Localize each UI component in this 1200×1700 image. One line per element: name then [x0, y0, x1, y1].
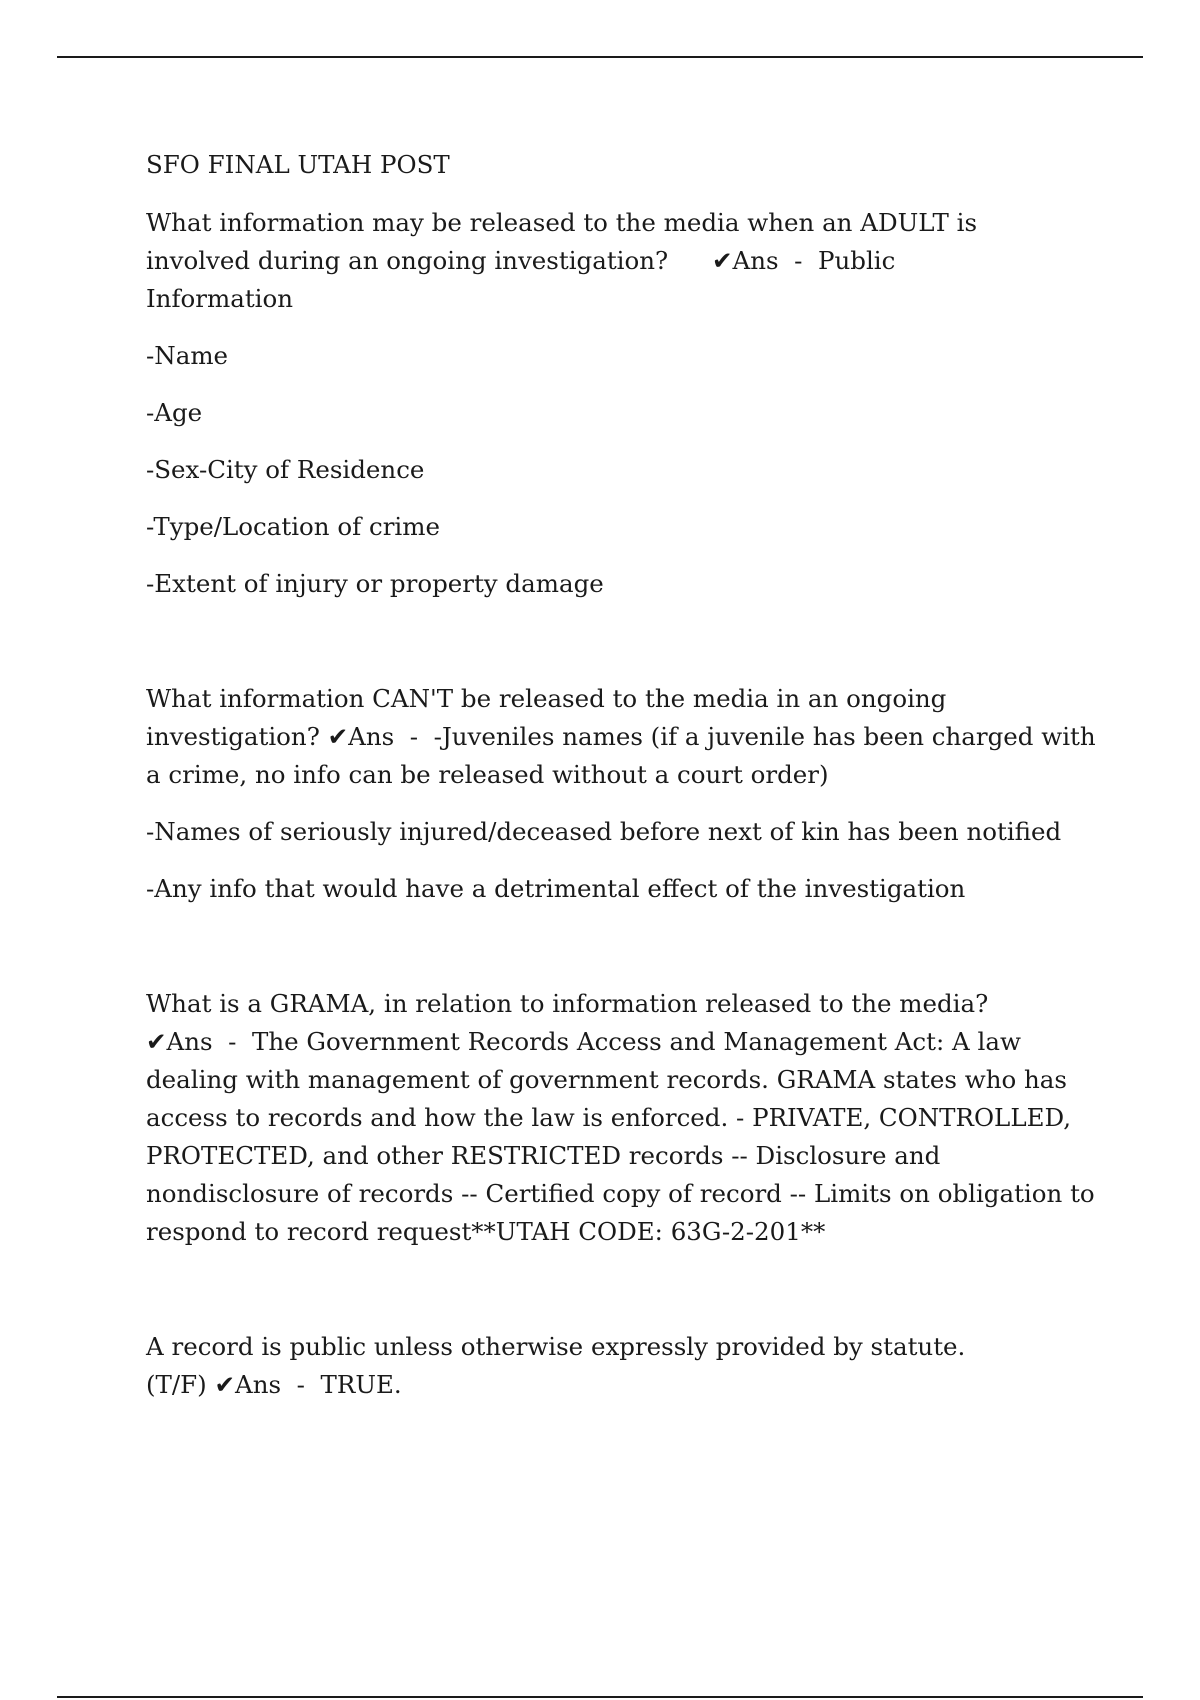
document-title: SFO FINAL UTAH POST [146, 150, 450, 179]
question-text: What is a GRAMA, in relation to information released to the media? [146, 989, 989, 1018]
qa-question-4 [146, 1328, 1026, 1404]
answer-text: Public Information [146, 246, 896, 313]
qa-question-3 [146, 985, 1096, 1251]
answer-text: -Juveniles names (if a juvenile has been charged with a crime, no info can be released without a court order) [146, 722, 1096, 789]
answer-line: -Extent of injury or property damage [146, 569, 604, 598]
document-body [146, 146, 1096, 1423]
bottom-rule [57, 1696, 1143, 1698]
qa-question-2 [146, 680, 1096, 794]
answer-marker: ✔Ans - [146, 1027, 253, 1056]
answer-text: The Government Records Access and Management Act: A law dealing with management of government records. GRAMA states who has access to records and how the law is enforced. - PRIVATE, CONTROLLED, PROTECTED, and other RESTRICTED records -- Disclosure and nondisclosure of records -- Certified copy of record -- Limits on obligation to respond to record request**UTAH CODE: 63G-2-201** [146, 1027, 1095, 1246]
top-rule [57, 56, 1143, 58]
section-gap [146, 1270, 1096, 1328]
qa-question-1 [146, 204, 1046, 318]
question-text: A record is public unless otherwise expressly provided by statute. (T/F) [146, 1332, 966, 1399]
answer-line: -Sex-City of Residence [146, 455, 425, 484]
answer-line: -Name [146, 341, 229, 370]
question-text: What information CAN'T be released to the media in an ongoing investigation? [146, 684, 947, 751]
answer-line: -Names of seriously injured/deceased before next of kin has been notified [146, 817, 1062, 846]
answer-line: -Any info that would have a detrimental effect of the investigation [146, 874, 966, 903]
answer-marker: ✔Ans - [327, 722, 434, 751]
section-gap [146, 622, 1096, 680]
answer-text: TRUE. [320, 1370, 402, 1399]
answer-marker: ✔Ans - [711, 246, 818, 275]
question-text: What information may be released to the media when an ADULT is involved during an ongoing investigation? [146, 208, 978, 275]
answer-line: -Type/Location of crime [146, 512, 440, 541]
answer-marker: ✔Ans - [214, 1370, 321, 1399]
section-gap [146, 927, 1096, 985]
answer-line: -Age [146, 398, 203, 427]
